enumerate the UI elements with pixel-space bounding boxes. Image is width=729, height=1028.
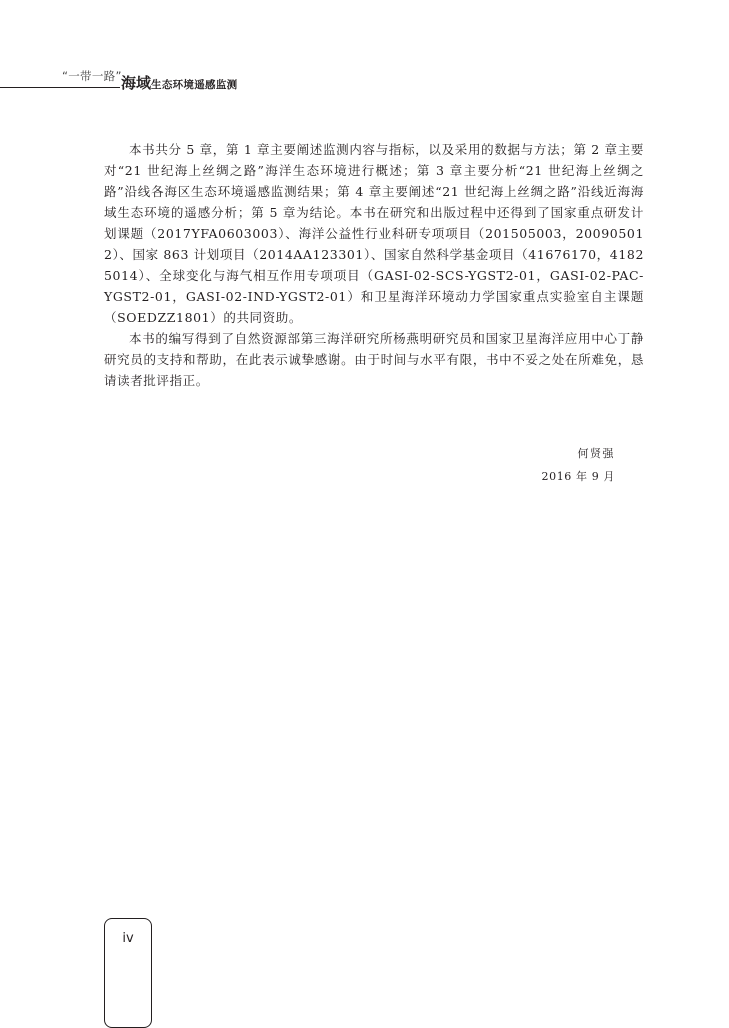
header-title-rest: 生态环境遥感监测 (151, 79, 238, 91)
signature-date: 2016 年 9 月 (541, 470, 615, 483)
paragraph-acknowledgements: 本书的编写得到了自然资源部第三海洋研究所杨燕明研究员和国家卫星海洋应用中心丁静研究员的支持和帮助，在此表示诚挚感谢。由于时间与水平有限，书中不妥之处在所难免，恳请读者批评指正。 (104, 331, 644, 388)
header-rule (0, 87, 120, 88)
paragraph-chapters-and-funding: 本书共分 5 章，第 1 章主要阐述监测内容与指标，以及采用的数据与方法；第 2 章主要对“21 世纪海上丝绸之路”海洋生态环境进行概述；第 3 章主要分析“21 世纪海上丝绸之路”沿线各海区生态环境遥感监测结果；第 4 章主要阐述“21 世纪海上丝绸之路”沿线近海海域生态环境的遥感分析；第 5 章为结论。本书在研究和出版过程中还得到了国家重点研发计划课题（2017YFA0603003）、海洋公益性行业科研专项项目（201505003，200905012）、国家 863 计划项目（2014AA123301）、国家自然科学基金项目（41676170，41825014）、全球变化与海气相互作用专项项目（GASI-02-SCS-YGST2-01，GASI-02-PAC-YGST2-01，GASI-02-IND-YGST2-01）和卫星海洋环境动力学国家重点实验室自主课题（SOEDZZ1801）的共同资助。 (104, 142, 644, 325)
page-number-tab (104, 918, 152, 1028)
header-book-title (121, 72, 237, 93)
header-series-label: “一带一路” (62, 69, 122, 83)
preface-body (104, 139, 644, 391)
header-title-emphasis: 海域 (121, 74, 152, 92)
page-number: iv (122, 931, 134, 946)
running-header (0, 66, 260, 92)
signature-author: 何贤强 (577, 447, 615, 460)
